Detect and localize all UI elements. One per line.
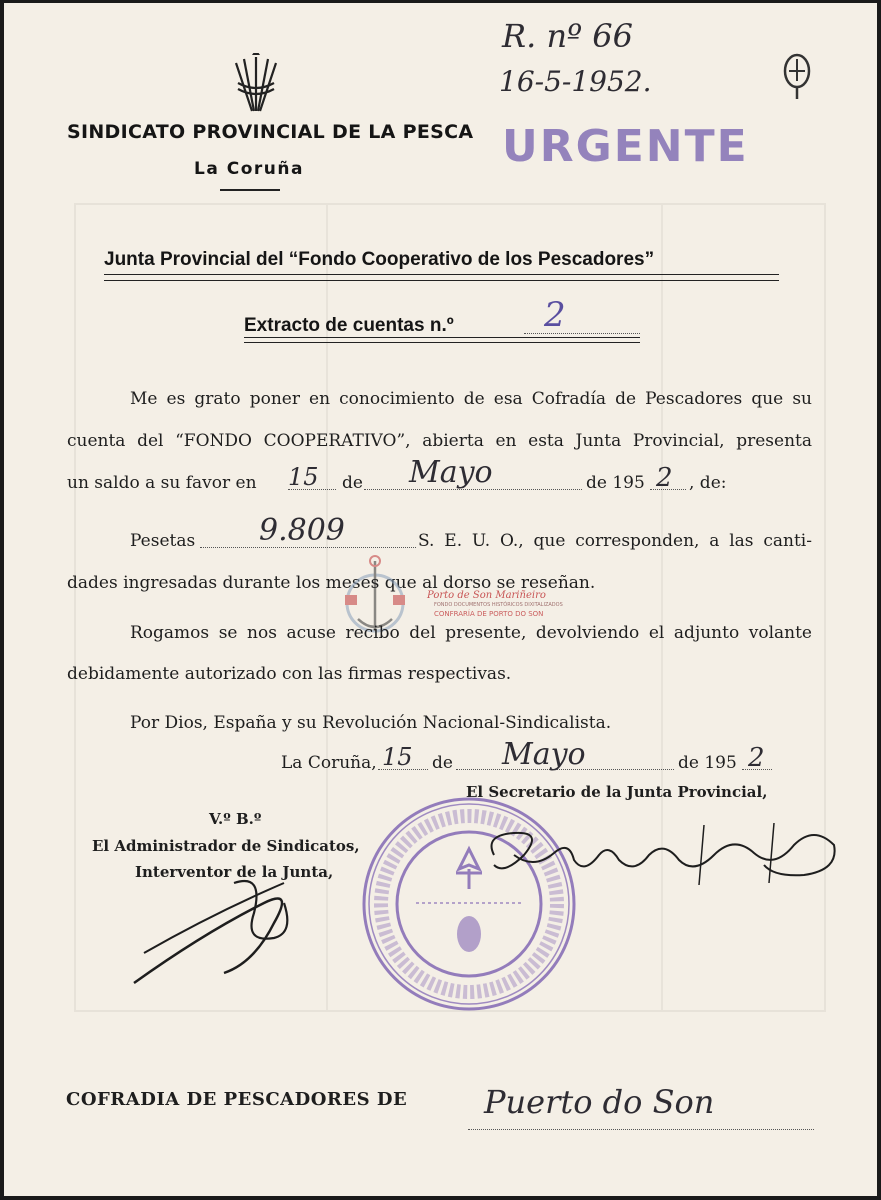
statement-number: 2 [544,295,566,335]
place-de1: de [432,753,453,773]
administrator-label: El Administrador de Sindicatos, [92,837,360,855]
handwritten-reference-number: R. nº 66 [502,17,633,55]
place-city: La Coruña, [281,753,377,773]
interventor-label: Interventor de la Junta, [135,863,334,881]
title-underline [104,274,779,281]
para3-line1: Rogamos se nos acuse recibo del presente, devolviendo el adjunto volante [130,623,812,643]
pesetas-label: Pesetas [130,531,196,551]
closing-motto: Por Dios, España y su Revolución Nacional-Sindicalista. [130,713,612,733]
sign-day: 15 [382,743,413,771]
secretary-label: El Secretario de la Junta Provincial, [466,783,768,801]
watermark-title: Porto de Son Mariñeiro [427,590,546,601]
para1-line3-start: un saldo a su favor en [67,473,257,493]
handwritten-reference-date: 16-5-1952. [499,65,652,98]
balance-day: 15 [288,463,319,491]
header-divider [220,189,280,191]
document-title: Junta Provincial del “Fondo Cooperativo de los Pescadores” [104,249,655,270]
badge-emblem-icon [780,51,814,107]
balance-month: Mayo [409,455,493,490]
yoke-and-arrows-emblem-icon [232,53,280,115]
organization-city: La Coruña [194,159,304,179]
document-sheet [4,3,877,1196]
subtitle-underline [244,337,640,343]
sign-year-digit: 2 [748,743,765,773]
balance-amount: 9.809 [259,513,345,548]
para3-line2: debidamente autorizado con las firmas respectivas. [67,664,512,684]
vobo-label: V.º B.º [209,810,262,828]
para1-de1: de [342,473,363,493]
urgent-stamp: URGENTE [502,121,749,172]
watermark-org: CONFRARÍA DE PORTO DO SON [434,610,544,618]
para1-de2: de 195 [586,473,645,493]
para1-line3-end: , de: [689,473,727,493]
para2-line2: dades ingresadas durante los meses que al dorso se reseñan. [67,573,596,593]
sign-month: Mayo [502,737,586,772]
para1-line2: cuenta del “FONDO COOPERATIVO”, abierta en esta Junta Provincial, presenta [67,431,812,451]
secretary-signature [474,815,844,895]
footer-label: COFRADIA DE PESCADORES DE [66,1089,408,1110]
para1-line1: Me es grato poner en conocimiento de esa Cofradía de Pescadores que su [130,389,812,409]
statement-number-line [524,333,640,334]
statement-label: Extracto de cuentas n.º [244,315,454,336]
para2-line1-end: S. E. U. O., que corresponden, a las canti- [418,531,812,551]
footer-cofradia-name: Puerto do Son [484,1083,715,1121]
administrator-signature [124,863,324,993]
watermark-subtitle: FONDO DOCUMENTOS HISTÓRICOS DIXITALIZADOS [434,602,563,608]
footer-line [468,1129,814,1130]
organization-name: SINDICATO PROVINCIAL DE LA PESCA [67,121,474,143]
place-de2: de 195 [678,753,737,773]
balance-year-digit: 2 [656,463,673,493]
